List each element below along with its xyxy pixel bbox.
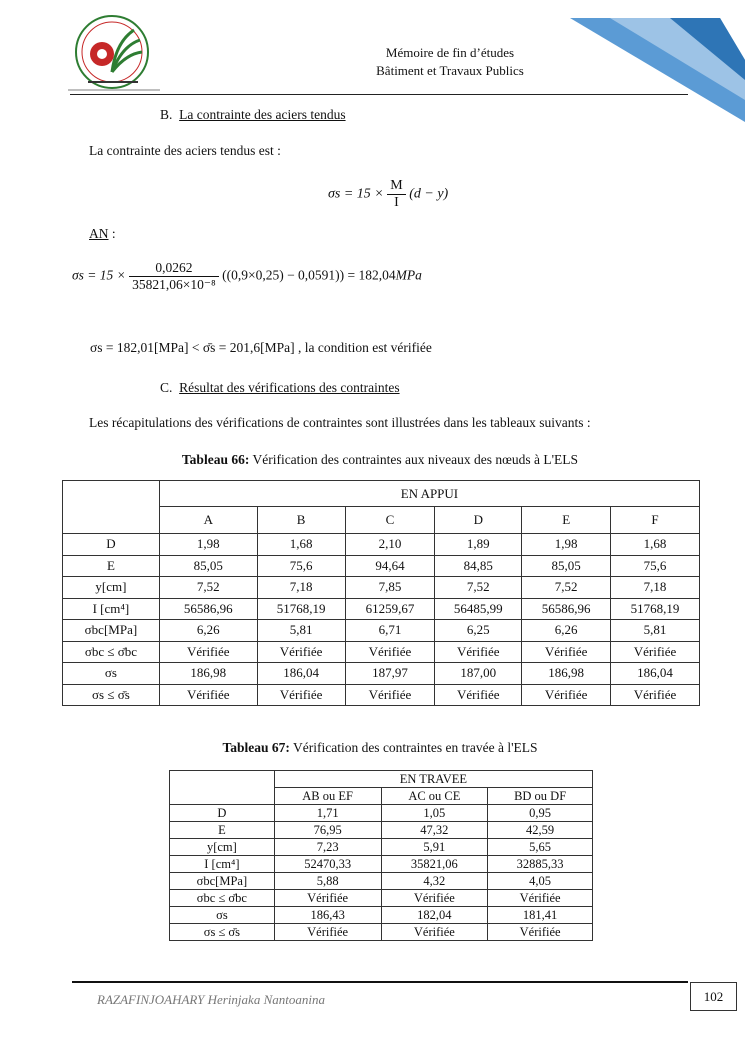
table67-caption-text: Vérification des contraintes en travée à l'ELS [289, 740, 538, 755]
table-cell: 51768,19 [611, 598, 700, 620]
table-cell: Vérifiée [274, 924, 381, 941]
an-lhs: σs = 15 × [72, 267, 126, 283]
an-numerator: 0,0262 [129, 260, 219, 277]
table-cell: 1,68 [257, 534, 345, 556]
table-cell: 181,41 [488, 907, 593, 924]
table-cell: Vérifiée [345, 684, 435, 706]
table66-caption-bold: Tableau 66: [181, 452, 250, 467]
table-cell: Vérifiée [159, 684, 257, 706]
table67-column-header: BD ou DF [488, 788, 593, 805]
section-c-heading [160, 380, 400, 396]
row-label: σs [170, 907, 275, 924]
table-cell: 5,65 [488, 839, 593, 856]
table-cell: Vérifiée [522, 641, 611, 663]
section-b-title: La contrainte des aciers tendus [179, 107, 346, 122]
table-cell: 85,05 [522, 555, 611, 577]
row-label: σbc ≤ σ̄bc [63, 641, 160, 663]
row-label: y[cm] [63, 577, 160, 599]
row-label: σs ≤ σ̄s [170, 924, 275, 941]
table-cell: 7,52 [159, 577, 257, 599]
table-cell: Vérifiée [257, 641, 345, 663]
table-cell: 84,85 [435, 555, 522, 577]
table-cell: 75,6 [257, 555, 345, 577]
an-unit: MPa [395, 267, 422, 283]
table-row [170, 907, 593, 924]
formula-numerator: M [387, 178, 405, 195]
table67-caption-bold: Tableau 67: [222, 740, 290, 755]
table-cell: 47,32 [381, 822, 488, 839]
table-cell: Vérifiée [488, 924, 593, 941]
an-denominator: 35821,06×10⁻⁸ [132, 277, 216, 292]
row-label: D [63, 534, 160, 556]
row-label: σbc[MPa] [170, 873, 275, 890]
table-cell: Vérifiée [381, 924, 488, 941]
table-row [63, 641, 700, 663]
table67-column-header: AC ou CE [381, 788, 488, 805]
table67-corner [170, 771, 275, 805]
table-cell: 4,32 [381, 873, 488, 890]
header-rule [70, 94, 688, 95]
table-cell: 7,52 [435, 577, 522, 599]
table-cell: 1,71 [274, 805, 381, 822]
table-cell: 186,98 [159, 663, 257, 685]
table-cell: 7,23 [274, 839, 381, 856]
table66-caption [60, 452, 700, 468]
table-row [170, 822, 593, 839]
an-formula [72, 260, 422, 293]
table-cell: 6,26 [159, 620, 257, 642]
table-cell: Vérifiée [435, 684, 522, 706]
table66-group-header: EN APPUI [159, 481, 699, 507]
table-row [170, 856, 593, 873]
table-cell: 5,91 [381, 839, 488, 856]
table-cell: 187,97 [345, 663, 435, 685]
table-cell: 5,88 [274, 873, 381, 890]
table-cell: 42,59 [488, 822, 593, 839]
section-c-marker: C. [160, 380, 173, 395]
table-cell: 5,81 [611, 620, 700, 642]
table-cell: 0,95 [488, 805, 593, 822]
table66-caption-text: Vérification des contraintes aux niveaux des nœuds à L'ELS [249, 452, 579, 467]
table-cell: 56586,96 [522, 598, 611, 620]
table-cell: 51768,19 [257, 598, 345, 620]
row-label: σs [63, 663, 160, 685]
table67-column-header: AB ou EF [274, 788, 381, 805]
table-cell: Vérifiée [274, 890, 381, 907]
table-cell: 1,05 [381, 805, 488, 822]
table-cell: 186,43 [274, 907, 381, 924]
row-label: σs ≤ σ̄s [63, 684, 160, 706]
table-cell: 187,00 [435, 663, 522, 685]
row-label: σbc ≤ σ̄bc [170, 890, 275, 907]
an-colon: : [108, 226, 116, 241]
table-row [170, 924, 593, 941]
table-cell: Vérifiée [488, 890, 593, 907]
table-cell: 186,04 [257, 663, 345, 685]
table66-column-header: A [159, 507, 257, 534]
table-row [170, 873, 593, 890]
table-cell: 6,25 [435, 620, 522, 642]
an-tail: ((0,9×0,25) − 0,0591)) = 182,04 [222, 267, 396, 283]
table-cell: 5,81 [257, 620, 345, 642]
table-cell: Vérifiée [159, 641, 257, 663]
row-label: D [170, 805, 275, 822]
table-row [63, 534, 700, 556]
table66-column-header: E [522, 507, 611, 534]
table-row [63, 577, 700, 599]
section-b-heading [160, 107, 346, 123]
page-number: 102 [690, 982, 737, 1011]
table-row [63, 663, 700, 685]
section-c-intro: Les récapitulations des vérifications de contraintes sont illustrées dans les tableaux suivants : [89, 415, 591, 430]
section-b-marker: B. [160, 107, 173, 122]
table-row [63, 684, 700, 706]
condition-math: σs = 182,01[MPa] < σ̄s = 201,6[MPa] [90, 340, 295, 355]
table66-column-header: D [435, 507, 522, 534]
formula-tail: (d − y) [409, 186, 449, 202]
condition-line [90, 340, 432, 356]
table-cell: 1,98 [522, 534, 611, 556]
table-66 [62, 480, 700, 706]
table-cell: 182,04 [381, 907, 488, 924]
table-cell: 2,10 [345, 534, 435, 556]
section-b-intro: La contrainte des aciers tendus est : [89, 143, 281, 158]
table-cell: Vérifiée [611, 641, 700, 663]
condition-text: , la condition est vérifiée [298, 340, 432, 355]
table-cell: 186,98 [522, 663, 611, 685]
row-label: σbc[MPa] [63, 620, 160, 642]
table-cell: 1,68 [611, 534, 700, 556]
table-cell: 56485,99 [435, 598, 522, 620]
header-line-1: Mémoire de fin d’études [385, 45, 515, 60]
row-label: y[cm] [170, 839, 275, 856]
table-cell: 52470,33 [274, 856, 381, 873]
table-cell: 76,95 [274, 822, 381, 839]
formula-lhs: σs = 15 × [328, 186, 384, 202]
table-cell: Vérifiée [522, 684, 611, 706]
table-cell: 186,04 [611, 663, 700, 685]
row-label: E [63, 555, 160, 577]
footer-rule [72, 981, 688, 983]
header-line-2: Bâtiment et Travaux Publics [376, 63, 524, 78]
table-cell: 32885,33 [488, 856, 593, 873]
institution-logo [68, 12, 160, 92]
table-cell: 7,18 [257, 577, 345, 599]
footer-author: RAZAFINJOAHARY Herinjaka Nantoanina [97, 992, 325, 1007]
formula-denominator: I [394, 195, 399, 210]
table-row [63, 555, 700, 577]
formula-sigma-s [328, 178, 448, 211]
table66-column-header: C [345, 507, 435, 534]
table-cell: 75,6 [611, 555, 700, 577]
table-row [63, 620, 700, 642]
table-cell: 4,05 [488, 873, 593, 890]
table-67 [169, 770, 593, 941]
table-row [170, 839, 593, 856]
table-row [170, 890, 593, 907]
table-row [63, 598, 700, 620]
header-title [300, 44, 600, 80]
table-cell: 35821,06 [381, 856, 488, 873]
table-row [170, 805, 593, 822]
table-cell: Vérifiée [381, 890, 488, 907]
table-cell: 6,71 [345, 620, 435, 642]
row-label: E [170, 822, 275, 839]
table-cell: 6,26 [522, 620, 611, 642]
table-cell: Vérifiée [345, 641, 435, 663]
table-cell: Vérifiée [257, 684, 345, 706]
table-cell: 1,89 [435, 534, 522, 556]
table-cell: 7,18 [611, 577, 700, 599]
table-cell: Vérifiée [435, 641, 522, 663]
table-cell: 61259,67 [345, 598, 435, 620]
table-cell: 1,98 [159, 534, 257, 556]
table-cell: 56586,96 [159, 598, 257, 620]
row-label: I [cm⁴] [170, 856, 275, 873]
table-cell: 85,05 [159, 555, 257, 577]
table-cell: Vérifiée [611, 684, 700, 706]
row-label: I [cm⁴] [63, 598, 160, 620]
table-cell: 7,85 [345, 577, 435, 599]
table67-caption [170, 740, 590, 756]
an-label: AN [89, 226, 109, 241]
table-cell: 94,64 [345, 555, 435, 577]
table-cell: 7,52 [522, 577, 611, 599]
table66-corner [63, 481, 160, 534]
table66-column-header: F [611, 507, 700, 534]
an-label-line [89, 226, 116, 242]
table67-group-header: EN TRAVEE [274, 771, 592, 788]
section-c-title: Résultat des vérifications des contraintes [179, 380, 400, 395]
table66-column-header: B [257, 507, 345, 534]
